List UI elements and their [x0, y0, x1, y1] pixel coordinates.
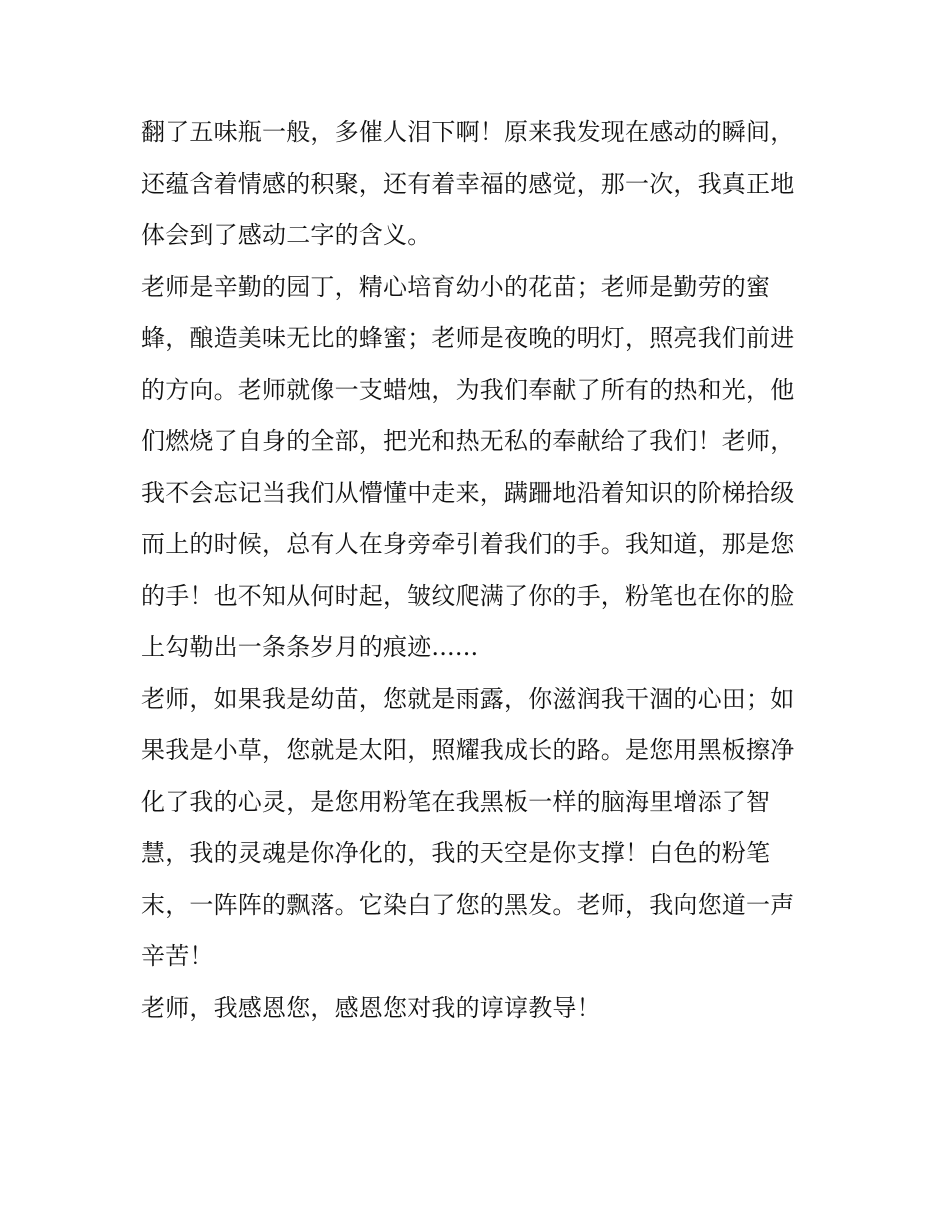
text-line: 慧，我的灵魂是你净化的，我的天空是你支撑！白色的粉笔	[141, 839, 771, 867]
text-line: 老师，如果我是幼苗，您就是雨露，你滋润我干涸的心田；如	[141, 684, 795, 713]
document-body	[141, 107, 821, 1034]
text-line: 的方向。老师就像一支蜡烛，为我们奉献了所有的热和光，他	[141, 375, 795, 404]
text-line: 体会到了感动二字的含义。	[141, 221, 432, 249]
text-line: 老师是辛勤的园丁，精心培育幼小的花苗；老师是勤劳的蜜	[141, 272, 771, 301]
text-line: 我不会忘记当我们从懵懂中走来，蹒跚地沿着知识的阶梯拾级	[141, 478, 795, 507]
paragraph-4	[141, 983, 821, 1035]
text-line: 的手！也不知从何时起，皱纹爬满了你的手，粉笔也在你的脸	[141, 581, 795, 610]
text-line: 末，一阵阵的飘落。它染白了您的黑发。老师，我向您道一声	[141, 890, 795, 919]
text-line: 化了我的心灵，是您用粉笔在我黑板一样的脑海里增添了智	[141, 787, 771, 816]
paragraph-1	[141, 107, 821, 262]
text-line: 还蕴含着情感的积聚，还有着幸福的感觉，那一次，我真正地	[141, 169, 795, 198]
text-line: 而上的时候，总有人在身旁牵引着我们的手。我知道，那是您	[141, 530, 795, 558]
text-line: 老师，我感恩您，感恩您对我的谆谆教导！	[141, 993, 601, 1022]
paragraph-3	[141, 674, 821, 983]
text-line: 翻了五味瓶一般，多催人泪下啊！原来我发现在感动的瞬间，	[141, 118, 795, 146]
text-line: 蜂，酿造美味无比的蜂蜜；老师是夜晚的明灯，照亮我们前进	[141, 324, 795, 352]
text-line: 上勾勒出一条条岁月的痕迹......	[141, 633, 479, 661]
paragraph-2	[141, 262, 821, 674]
text-line: 辛苦！	[141, 942, 214, 970]
text-line: 果我是小草，您就是太阳，照耀我成长的路。是您用黑板擦净	[141, 736, 795, 764]
text-line: 们燃烧了自身的全部，把光和热无私的奉献给了我们！老师，	[141, 427, 795, 455]
